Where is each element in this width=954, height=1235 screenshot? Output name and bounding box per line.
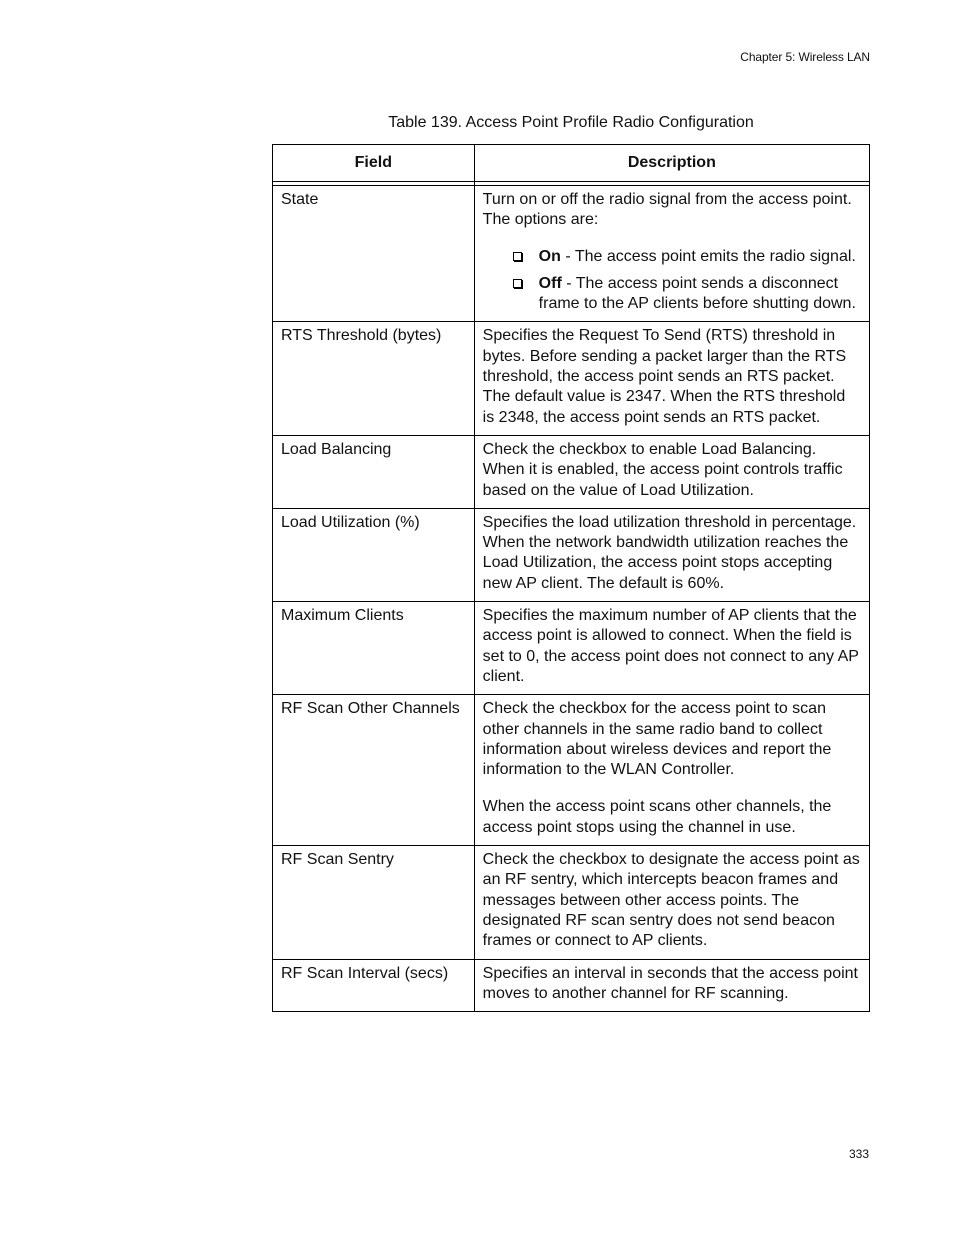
field-cell: RF Scan Sentry (273, 846, 475, 959)
description-text: Check the checkbox for the access point to scan other channels in the same radio band to collect information about wireless devices and report the information to the WLAN Controller. (482, 700, 832, 779)
table-row (273, 959, 870, 1012)
table-row (273, 186, 870, 322)
radio-config-table (272, 144, 870, 1012)
running-header: Chapter 5: Wireless LAN (740, 50, 870, 64)
option-list (483, 247, 861, 315)
description-cell (474, 602, 869, 695)
description-cell (474, 508, 869, 601)
option-text: - The access point emits the radio signal. (560, 247, 856, 265)
table-row (273, 695, 870, 846)
description-text: Turn on or off the radio signal from the access point. The options are: (482, 191, 852, 229)
table-row (273, 322, 870, 435)
description-text: When the access point scans other channels, the access point stops using the channel in use. (482, 798, 832, 836)
option-item (483, 247, 861, 267)
table-row (273, 435, 870, 508)
option-term: On (538, 247, 561, 265)
description-cell (474, 322, 869, 435)
description-text: Specifies the Request To Send (RTS) threshold in bytes. Before sending a packet larger than the RTS threshold, the access point sends an RTS packet. The default value is 2347. When the RTS threshold is 2348, the access point sends an RTS packet. (482, 327, 847, 426)
checkbox-bullet-icon (513, 279, 522, 288)
checkbox-bullet-icon (513, 252, 522, 261)
description-text: Specifies the maximum number of AP clients that the access point is allowed to connect. When the field is set to 0, the access point does not connect to any AP client. (482, 607, 859, 685)
table-caption: Table 139. Access Point Profile Radio Configuration (388, 114, 754, 131)
description-cell (474, 435, 869, 508)
table-row (273, 846, 870, 959)
description-text: Specifies the load utilization threshold in percentage. When the network bandwidth utilization reaches the Load Utilization, the access point stops accepting new AP client. The default is 60%. (482, 513, 857, 592)
field-cell: State (273, 186, 475, 322)
description-text: Specifies an interval in seconds that the access point moves to another channel for RF scanning. (482, 964, 858, 1002)
description-cell (474, 695, 869, 846)
option-item (483, 274, 861, 315)
description-cell (474, 959, 869, 1012)
option-text: - The access point sends a disconnect frame to the AP clients before shutting down. (538, 274, 856, 313)
field-cell: RF Scan Interval (secs) (273, 959, 475, 1012)
column-header-description: Description (474, 145, 869, 182)
field-cell: Load Utilization (%) (273, 508, 475, 601)
field-cell: Load Balancing (273, 435, 475, 508)
column-header-field: Field (273, 145, 475, 182)
option-term: Off (538, 274, 562, 292)
table-row (273, 602, 870, 695)
field-cell: RTS Threshold (bytes) (273, 322, 475, 435)
description-cell (474, 846, 869, 959)
page-number: 333 (848, 1147, 869, 1161)
description-text: Check the checkbox to designate the access point as an RF sentry, which intercepts beacon frames and messages between other access points. The designated RF scan sentry does not send beacon frames or connect to AP clients. (482, 851, 860, 950)
description-text: Check the checkbox to enable Load Balancing. When it is enabled, the access point controls traffic based on the value of Load Utilization. (482, 440, 843, 499)
description-cell (474, 186, 869, 322)
field-cell: RF Scan Other Channels (273, 695, 475, 846)
field-cell: Maximum Clients (273, 602, 475, 695)
table-row (273, 508, 870, 601)
table-header-row (273, 145, 870, 182)
